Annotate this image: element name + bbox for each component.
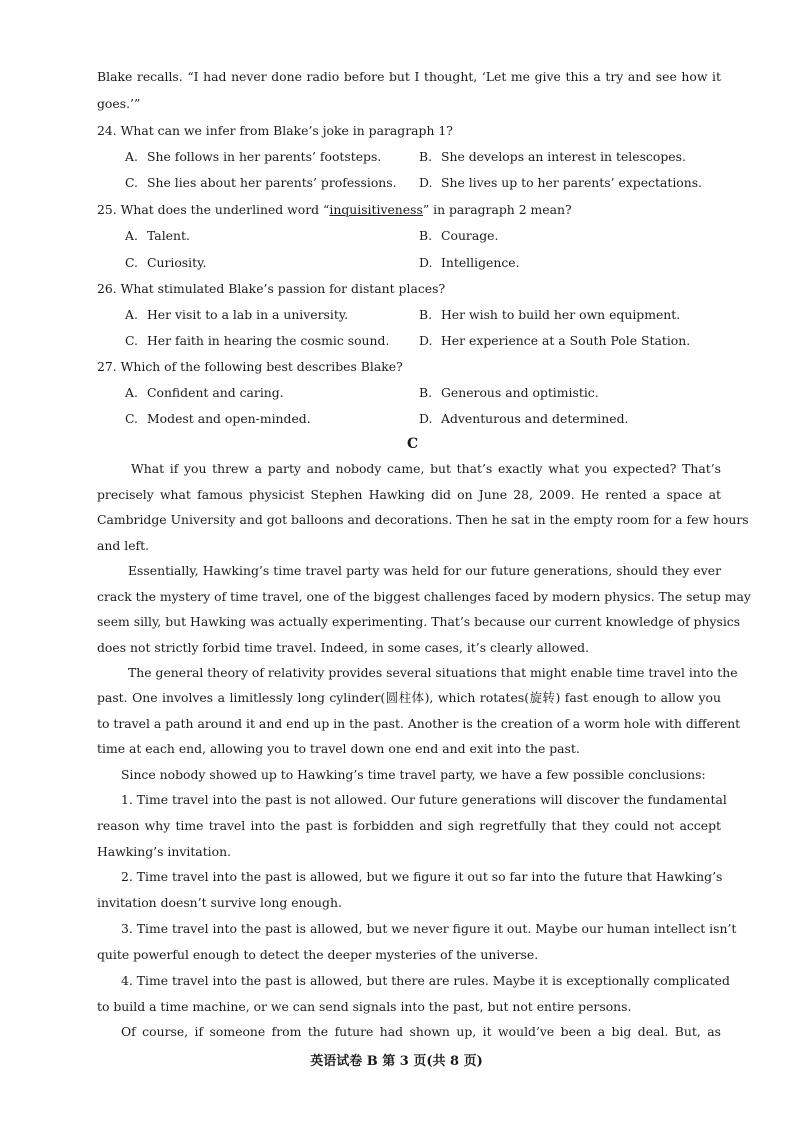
passage-line: past. One involves a limitlessly long cylinder(圆柱体), which rotates(旋转) fast enough to allow you — [97, 690, 721, 705]
option-24-b[interactable] — [419, 149, 686, 165]
option-27-c[interactable] — [125, 411, 311, 427]
option-text: Modest and open-minded. — [147, 411, 311, 426]
passage-line: 1. Time travel into the past is not allowed. Our future generations will discover the fundamental — [121, 792, 727, 807]
option-letter: A. — [125, 385, 138, 400]
option-letter: D. — [419, 333, 433, 348]
passage-line: seem silly, but Hawking was actually experimenting. That’s because our current knowledge of physics — [97, 614, 741, 629]
option-25-a[interactable] — [125, 228, 190, 244]
option-letter: C. — [125, 411, 138, 426]
option-letter: C. — [125, 255, 138, 270]
passage-line: precisely what famous physicist Stephen Hawking did on June 28, 2009. He rented a space at — [97, 487, 721, 502]
option-25-d[interactable] — [419, 255, 520, 271]
option-text: Courage. — [441, 228, 499, 243]
paragraph-line: Blake recalls. “I had never done radio before but I thought, ‘Let me give this a try and see how it — [97, 69, 721, 84]
passage-line: What if you threw a party and nobody came, but that’s exactly what you expected? That’s — [131, 461, 721, 476]
option-27-b[interactable] — [419, 385, 599, 401]
passage-line: Of course, if someone from the future had shown up, it would’ve been a big deal. But, as — [121, 1024, 721, 1039]
option-text: Her faith in hearing the cosmic sound. — [147, 333, 390, 348]
option-26-a[interactable] — [125, 307, 348, 323]
underlined-word: inquisitiveness — [329, 202, 423, 217]
option-24-c[interactable] — [125, 175, 397, 191]
passage-line: crack the mystery of time travel, one of the biggest challenges faced by modern physics. The setup may — [97, 589, 751, 604]
option-text: Confident and caring. — [147, 385, 284, 400]
option-text: Her wish to build her own equipment. — [441, 307, 681, 322]
option-text: Talent. — [147, 228, 190, 243]
option-text: Curiosity. — [147, 255, 207, 270]
option-letter: A. — [125, 149, 138, 164]
option-letter: B. — [419, 385, 433, 400]
option-27-a[interactable] — [125, 385, 284, 401]
passage-line: 4. Time travel into the past is allowed, but there are rules. Maybe it is exceptionally complicated — [121, 973, 730, 988]
passage-line: Essentially, Hawking’s time travel party was held for our future generations, should they ever — [128, 563, 721, 578]
option-25-b[interactable] — [419, 228, 498, 244]
question-25 — [97, 202, 572, 218]
option-26-c[interactable] — [125, 333, 389, 349]
option-text: She lies about her parents’ professions. — [147, 175, 397, 190]
option-text: Her visit to a lab in a university. — [147, 307, 349, 322]
option-letter: B. — [419, 307, 433, 322]
option-letter: C. — [125, 333, 138, 348]
option-text: Intelligence. — [441, 255, 520, 270]
passage-line: invitation doesn’t survive long enough. — [97, 895, 342, 910]
passage-line: reason why time travel into the past is forbidden and sigh regretfully that they could not accept — [97, 818, 721, 833]
option-letter: B. — [419, 228, 433, 243]
option-26-d[interactable] — [419, 333, 690, 349]
passage-line: quite powerful enough to detect the deeper mysteries of the universe. — [97, 947, 539, 962]
option-24-a[interactable] — [125, 149, 381, 165]
option-27-d[interactable] — [419, 411, 628, 427]
passage-line: to build a time machine, or we can send signals into the past, but not entire persons. — [97, 999, 632, 1014]
section-heading: C — [407, 436, 419, 452]
option-26-b[interactable] — [419, 307, 680, 323]
option-letter: D. — [419, 411, 433, 426]
passage-line: time at each end, allowing you to travel down one end and exit into the past. — [97, 741, 580, 756]
option-letter: D. — [419, 175, 433, 190]
passage-line: to travel a path around it and end up in the past. Another is the creation of a worm hole with different — [97, 716, 741, 731]
passage-line: 2. Time travel into the past is allowed, but we figure it out so far into the future that Hawking’s — [121, 869, 723, 884]
passage-line: Since nobody showed up to Hawking’s time travel party, we have a few possible conclusions: — [121, 767, 706, 782]
option-letter: D. — [419, 255, 433, 270]
paragraph-line: goes.’” — [97, 96, 141, 111]
passage-line: 3. Time travel into the past is allowed, but we never figure it out. Maybe our human intellect isn’t — [121, 921, 737, 936]
question-text: 25. What does the underlined word “ — [97, 202, 330, 217]
passage-line: Hawking’s invitation. — [97, 844, 232, 859]
question-24: 24. What can we infer from Blake’s joke in paragraph 1? — [97, 123, 453, 138]
page-footer: 英语试卷 B 第 3 页(共 8 页) — [310, 1054, 483, 1069]
question-27: 27. Which of the following best describes Blake? — [97, 359, 403, 374]
option-letter: C. — [125, 175, 138, 190]
passage-line: Cambridge University and got balloons and decorations. Then he sat in the empty room for a few hours — [97, 512, 749, 527]
option-text: Generous and optimistic. — [441, 385, 599, 400]
passage-line: and left. — [97, 538, 150, 553]
option-letter: A. — [125, 228, 138, 243]
option-text: Her experience at a South Pole Station. — [441, 333, 691, 348]
option-text: Adventurous and determined. — [441, 411, 629, 426]
option-letter: B. — [419, 149, 433, 164]
option-24-d[interactable] — [419, 175, 702, 191]
option-text: She lives up to her parents’ expectations. — [441, 175, 703, 190]
passage-line: does not strictly forbid time travel. Indeed, in some cases, it’s clearly allowed. — [97, 640, 590, 655]
option-letter: A. — [125, 307, 138, 322]
passage-line: The general theory of relativity provides several situations that might enable time travel into the — [128, 665, 738, 680]
question-text: ” in paragraph 2 mean? — [422, 202, 572, 217]
option-25-c[interactable] — [125, 255, 206, 271]
option-text: She develops an interest in telescopes. — [441, 149, 686, 164]
option-text: She follows in her parents’ footsteps. — [147, 149, 382, 164]
question-26: 26. What stimulated Blake’s passion for distant places? — [97, 281, 446, 296]
